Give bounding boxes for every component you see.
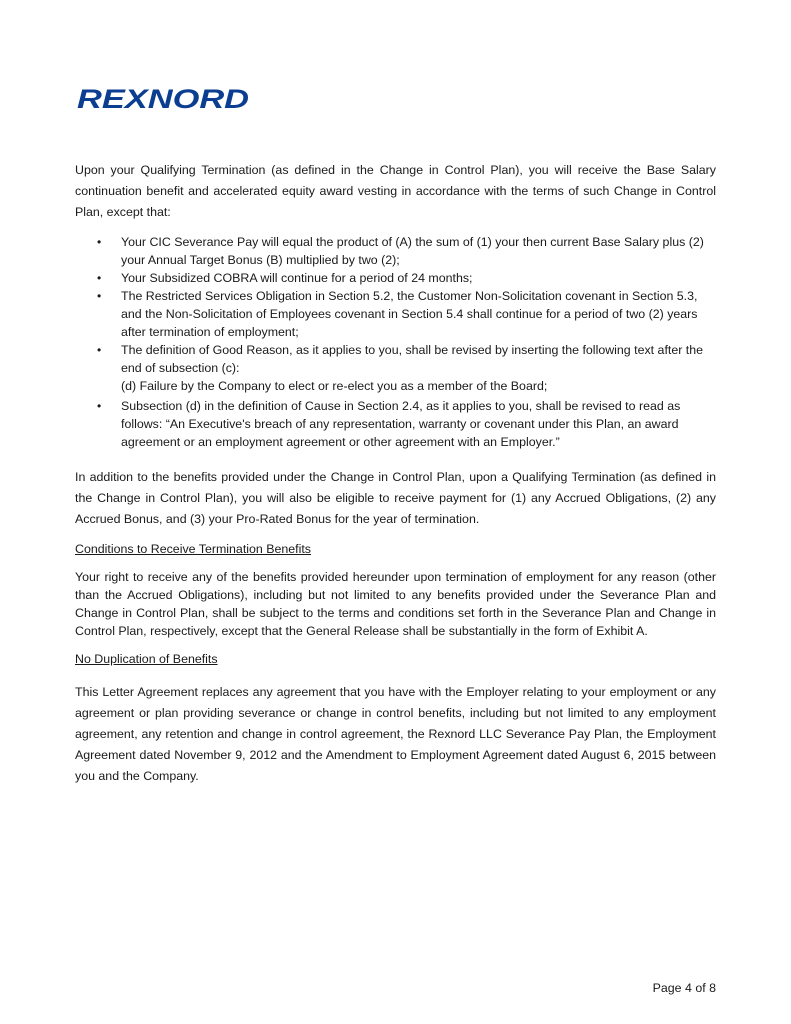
- rexnord-logo: [77, 84, 252, 114]
- list-item: [75, 397, 716, 451]
- list-item: [75, 341, 716, 395]
- list-item: [75, 269, 716, 287]
- rexnord-logo-mark: [77, 84, 252, 114]
- conditions-paragraph: Your right to receive any of the benefits provided hereunder upon termination of employment for any reason (other than the Accrued Obligations), including but not limited to any benefits provided under the Severance Plan and Change in Control Plan, shall be subject to the terms and conditions set forth in the Severance Plan and Change in Control Plan, respectively, except that the General Release shall be substantially in the form of Exhibit A.: [75, 570, 716, 638]
- list-item-subline: (d) Failure by the Company to elect or re-elect you as a member of the Board;: [121, 379, 548, 393]
- conditions-heading: Conditions to Receive Termination Benefits: [75, 542, 312, 556]
- intro-paragraph: Upon your Qualifying Termination (as defined in the Change in Control Plan), you will receive the Base Salary continuation benefit and accelerated equity award vesting in accordance with the terms of such Change in Control Plan, except that:: [75, 163, 716, 219]
- letter-body: [75, 160, 716, 787]
- logo-text: REXNORD: [77, 84, 249, 114]
- bullet-icon: •: [97, 289, 102, 303]
- list-item: [75, 233, 716, 269]
- page-number: Page 4 of 8: [652, 981, 716, 995]
- bullet-icon: •: [97, 235, 102, 249]
- bullet-icon: •: [97, 343, 102, 357]
- list-item-text: The Restricted Services Obligation in Section 5.2, the Customer Non-Solicitation covenant in Section 5.3, and the Non-Solicitation of Employees covenant in Section 5.4 shall continue for a period of two (2) years after termination of employment;: [121, 289, 698, 339]
- duplication-heading: No Duplication of Benefits: [75, 652, 218, 666]
- list-item-text: Your CIC Severance Pay will equal the product of (A) the sum of (1) your then current Base Salary plus (2) your Annual Target Bonus (B) multiplied by two (2);: [121, 235, 704, 267]
- additional-benefits-paragraph: In addition to the benefits provided under the Change in Control Plan, upon a Qualifying Termination (as defined in the Change in Control Plan), you will also be eligible to receive payment for (1) any Accrued Obligations, (2) any Accrued Bonus, and (3) your Pro-Rated Bonus for the year of termination.: [75, 470, 716, 526]
- list-item: [75, 287, 716, 341]
- bullet-icon: •: [97, 399, 102, 413]
- bullet-icon: •: [97, 271, 102, 285]
- list-item-text: The definition of Good Reason, as it applies to you, shall be revised by inserting the following text after the end of subsection (c):: [121, 343, 704, 375]
- list-item-text: Subsection (d) in the definition of Cause in Section 2.4, as it applies to you, shall be revised to read as follows: “An Executive's breach of any representation, warranty or covenant under this Plan, an award agreement or an employment agreement or other agreement with an Employer.”: [121, 399, 681, 449]
- list-item-text: Your Subsidized COBRA will continue for a period of 24 months;: [121, 271, 473, 285]
- benefit-exceptions-list: [75, 233, 716, 451]
- duplication-paragraph: This Letter Agreement replaces any agreement that you have with the Employer relating to your employment or any agreement or plan providing severance or change in control benefits, including but not limited to any employment agreement, any retention and change in control agreement, the Rexnord LLC Severance Pay Plan, the Employment Agreement dated November 9, 2012 and the Amendment to Employment Agreement dated August 6, 2015 between you and the Company.: [75, 685, 716, 783]
